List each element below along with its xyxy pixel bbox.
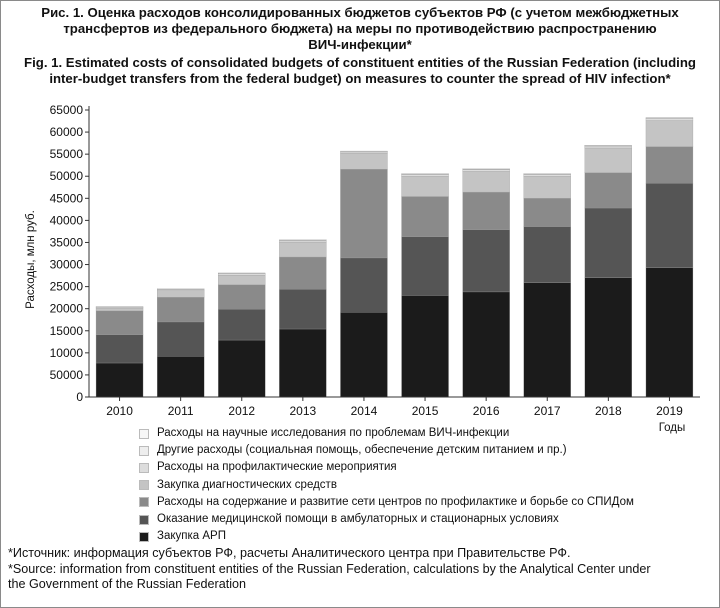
footnote-line: *Source: information from constituent entities of the Russian Federation, calculations by the Analytical Center under xyxy=(8,561,651,576)
x-tick-label: 2016 xyxy=(472,404,500,418)
footnote xyxy=(8,546,712,593)
x-axis-label: Годы xyxy=(658,422,686,434)
bar-segment xyxy=(646,268,693,397)
x-tick-label: 2015 xyxy=(411,404,439,418)
x-tick-label: 2018 xyxy=(594,404,622,418)
y-tick-label: 55000 xyxy=(49,147,83,162)
title-ru-line: ВИЧ-инфекции* xyxy=(308,37,412,52)
bar-segment xyxy=(157,356,204,397)
legend-item xyxy=(140,511,634,528)
bar-segment xyxy=(585,278,632,397)
legend-item xyxy=(140,477,634,494)
legend-label: Закупка диагностических средств xyxy=(157,478,337,491)
bar-segment xyxy=(646,183,693,267)
y-tick-label: 60000 xyxy=(49,125,83,140)
legend-swatch xyxy=(140,464,148,472)
y-tick-label: 20000 xyxy=(49,301,83,316)
bar-segment xyxy=(646,121,693,147)
bar-segment xyxy=(463,292,510,397)
bar-segment xyxy=(646,118,693,120)
bar-segment xyxy=(585,173,632,208)
y-tick-label: 50000 xyxy=(49,367,83,382)
bar-segment xyxy=(218,273,265,274)
x-tick-label: 2014 xyxy=(350,404,378,418)
legend-item xyxy=(140,442,634,459)
bar-segment xyxy=(96,335,143,363)
title-ru-line: трансфертов из федерального бюджета) на меры по противодействию распространению xyxy=(63,21,657,36)
y-axis-label: Расходы, млн руб. xyxy=(25,210,37,309)
bar-segment xyxy=(524,174,571,176)
x-tick-label: 2013 xyxy=(289,404,317,418)
y-tick-label: 10000 xyxy=(49,345,83,360)
y-tick-label: 65000 xyxy=(49,103,83,117)
bar-segment xyxy=(157,322,204,356)
bar-segment xyxy=(340,169,387,258)
bar-segment xyxy=(402,295,449,397)
x-tick-label: 2017 xyxy=(533,404,561,418)
bar-segment xyxy=(157,291,204,298)
bar-segment xyxy=(524,227,571,283)
legend-swatch xyxy=(140,533,148,541)
footnote-line: *Источник: информация субъектов РФ, расчеты Аналитического центра при Правительстве РФ. xyxy=(8,546,571,560)
bar-segment xyxy=(524,283,571,397)
bar-segment xyxy=(218,275,265,285)
chart-legend xyxy=(140,425,634,545)
bar-segment xyxy=(646,118,693,119)
bar-segment xyxy=(585,208,632,278)
bar-segment xyxy=(96,363,143,397)
bar-segment xyxy=(463,192,510,230)
bar-segment xyxy=(279,329,326,397)
legend-label: Расходы на профилактические мероприятия xyxy=(157,461,397,474)
y-tick-label: 35000 xyxy=(49,235,83,250)
x-tick-label: 2019 xyxy=(656,404,683,418)
bar-segment xyxy=(340,312,387,397)
y-tick-label: 25000 xyxy=(49,279,83,294)
bar-segment xyxy=(96,311,143,335)
footnote-line: the Government of the Russian Federation xyxy=(8,577,247,591)
bar-segment xyxy=(279,240,326,241)
bar-segment xyxy=(340,258,387,312)
bar-segment xyxy=(157,297,204,322)
bar-segment xyxy=(279,242,326,257)
bar-segment xyxy=(96,308,143,311)
bar-segment xyxy=(585,148,632,173)
y-tick-label: 45000 xyxy=(49,191,83,206)
bar-segment xyxy=(218,340,265,397)
legend-label: Оказание медицинской помощи в амбулаторных и стационарных условиях xyxy=(157,513,559,526)
legend-swatch xyxy=(140,481,148,489)
bar-segment xyxy=(340,151,387,152)
legend-item xyxy=(140,459,634,476)
y-tick-label: 0 xyxy=(76,390,83,404)
legend-swatch xyxy=(140,498,148,506)
legend-item xyxy=(140,528,634,545)
legend-label: Другие расходы (социальная помощь, обеспечение детским питанием и пр.) xyxy=(157,444,567,457)
bar-segment xyxy=(463,171,510,192)
bar-segment xyxy=(218,309,265,340)
bar-segment xyxy=(585,145,632,146)
bar-segment xyxy=(402,174,449,175)
bar-segment xyxy=(96,306,143,307)
legend-item xyxy=(140,494,634,511)
bar-segment xyxy=(279,289,326,329)
bar-segment xyxy=(524,176,571,198)
x-tick-label: 2010 xyxy=(106,404,133,418)
bar-segment xyxy=(646,147,693,184)
legend-label: Закупка АРП xyxy=(157,530,226,543)
legend-swatch xyxy=(140,447,148,455)
bar-segment xyxy=(157,289,204,290)
bar-segment xyxy=(463,230,510,292)
y-tick-label: 40000 xyxy=(49,213,83,228)
bar-segment xyxy=(585,146,632,148)
bar-segment xyxy=(402,176,449,196)
bar-segment xyxy=(279,257,326,289)
x-tick-label: 2011 xyxy=(167,404,194,418)
legend-label: Расходы на содержание и развитие сети центров по профилактике и борьбе со СПИДом xyxy=(157,495,634,508)
legend-label: Расходы на научные исследования по проблемам ВИЧ-инфекции xyxy=(157,427,510,439)
legend-swatch xyxy=(140,430,148,438)
legend-swatch xyxy=(140,516,148,524)
bar-segment xyxy=(402,174,449,176)
bar-segment xyxy=(524,174,571,175)
y-tick-label: 30000 xyxy=(49,257,83,272)
title-en-line: Fig. 1. Estimated costs of consolidated budgets of constituent entities of the Russian Federation (including xyxy=(24,55,696,70)
y-tick-label: 50000 xyxy=(49,169,83,184)
bar-segment xyxy=(463,170,510,172)
title-en-line: inter-budget transfers from the federal budget) on measures to counter the spread of HIV infection* xyxy=(49,71,671,86)
legend-item xyxy=(140,425,634,442)
bar-segment xyxy=(463,169,510,170)
bar-segment xyxy=(402,197,449,237)
title-ru-line: Рис. 1. Оценка расходов консолидированных бюджетов субъектов РФ (с учетом межбюджетных xyxy=(41,5,679,20)
bar-segment xyxy=(524,198,571,226)
bar-segment xyxy=(340,153,387,169)
x-tick-label: 2012 xyxy=(228,404,256,418)
y-tick-label: 15000 xyxy=(49,323,83,338)
bar-segment xyxy=(218,285,265,309)
bar-segment xyxy=(402,237,449,296)
